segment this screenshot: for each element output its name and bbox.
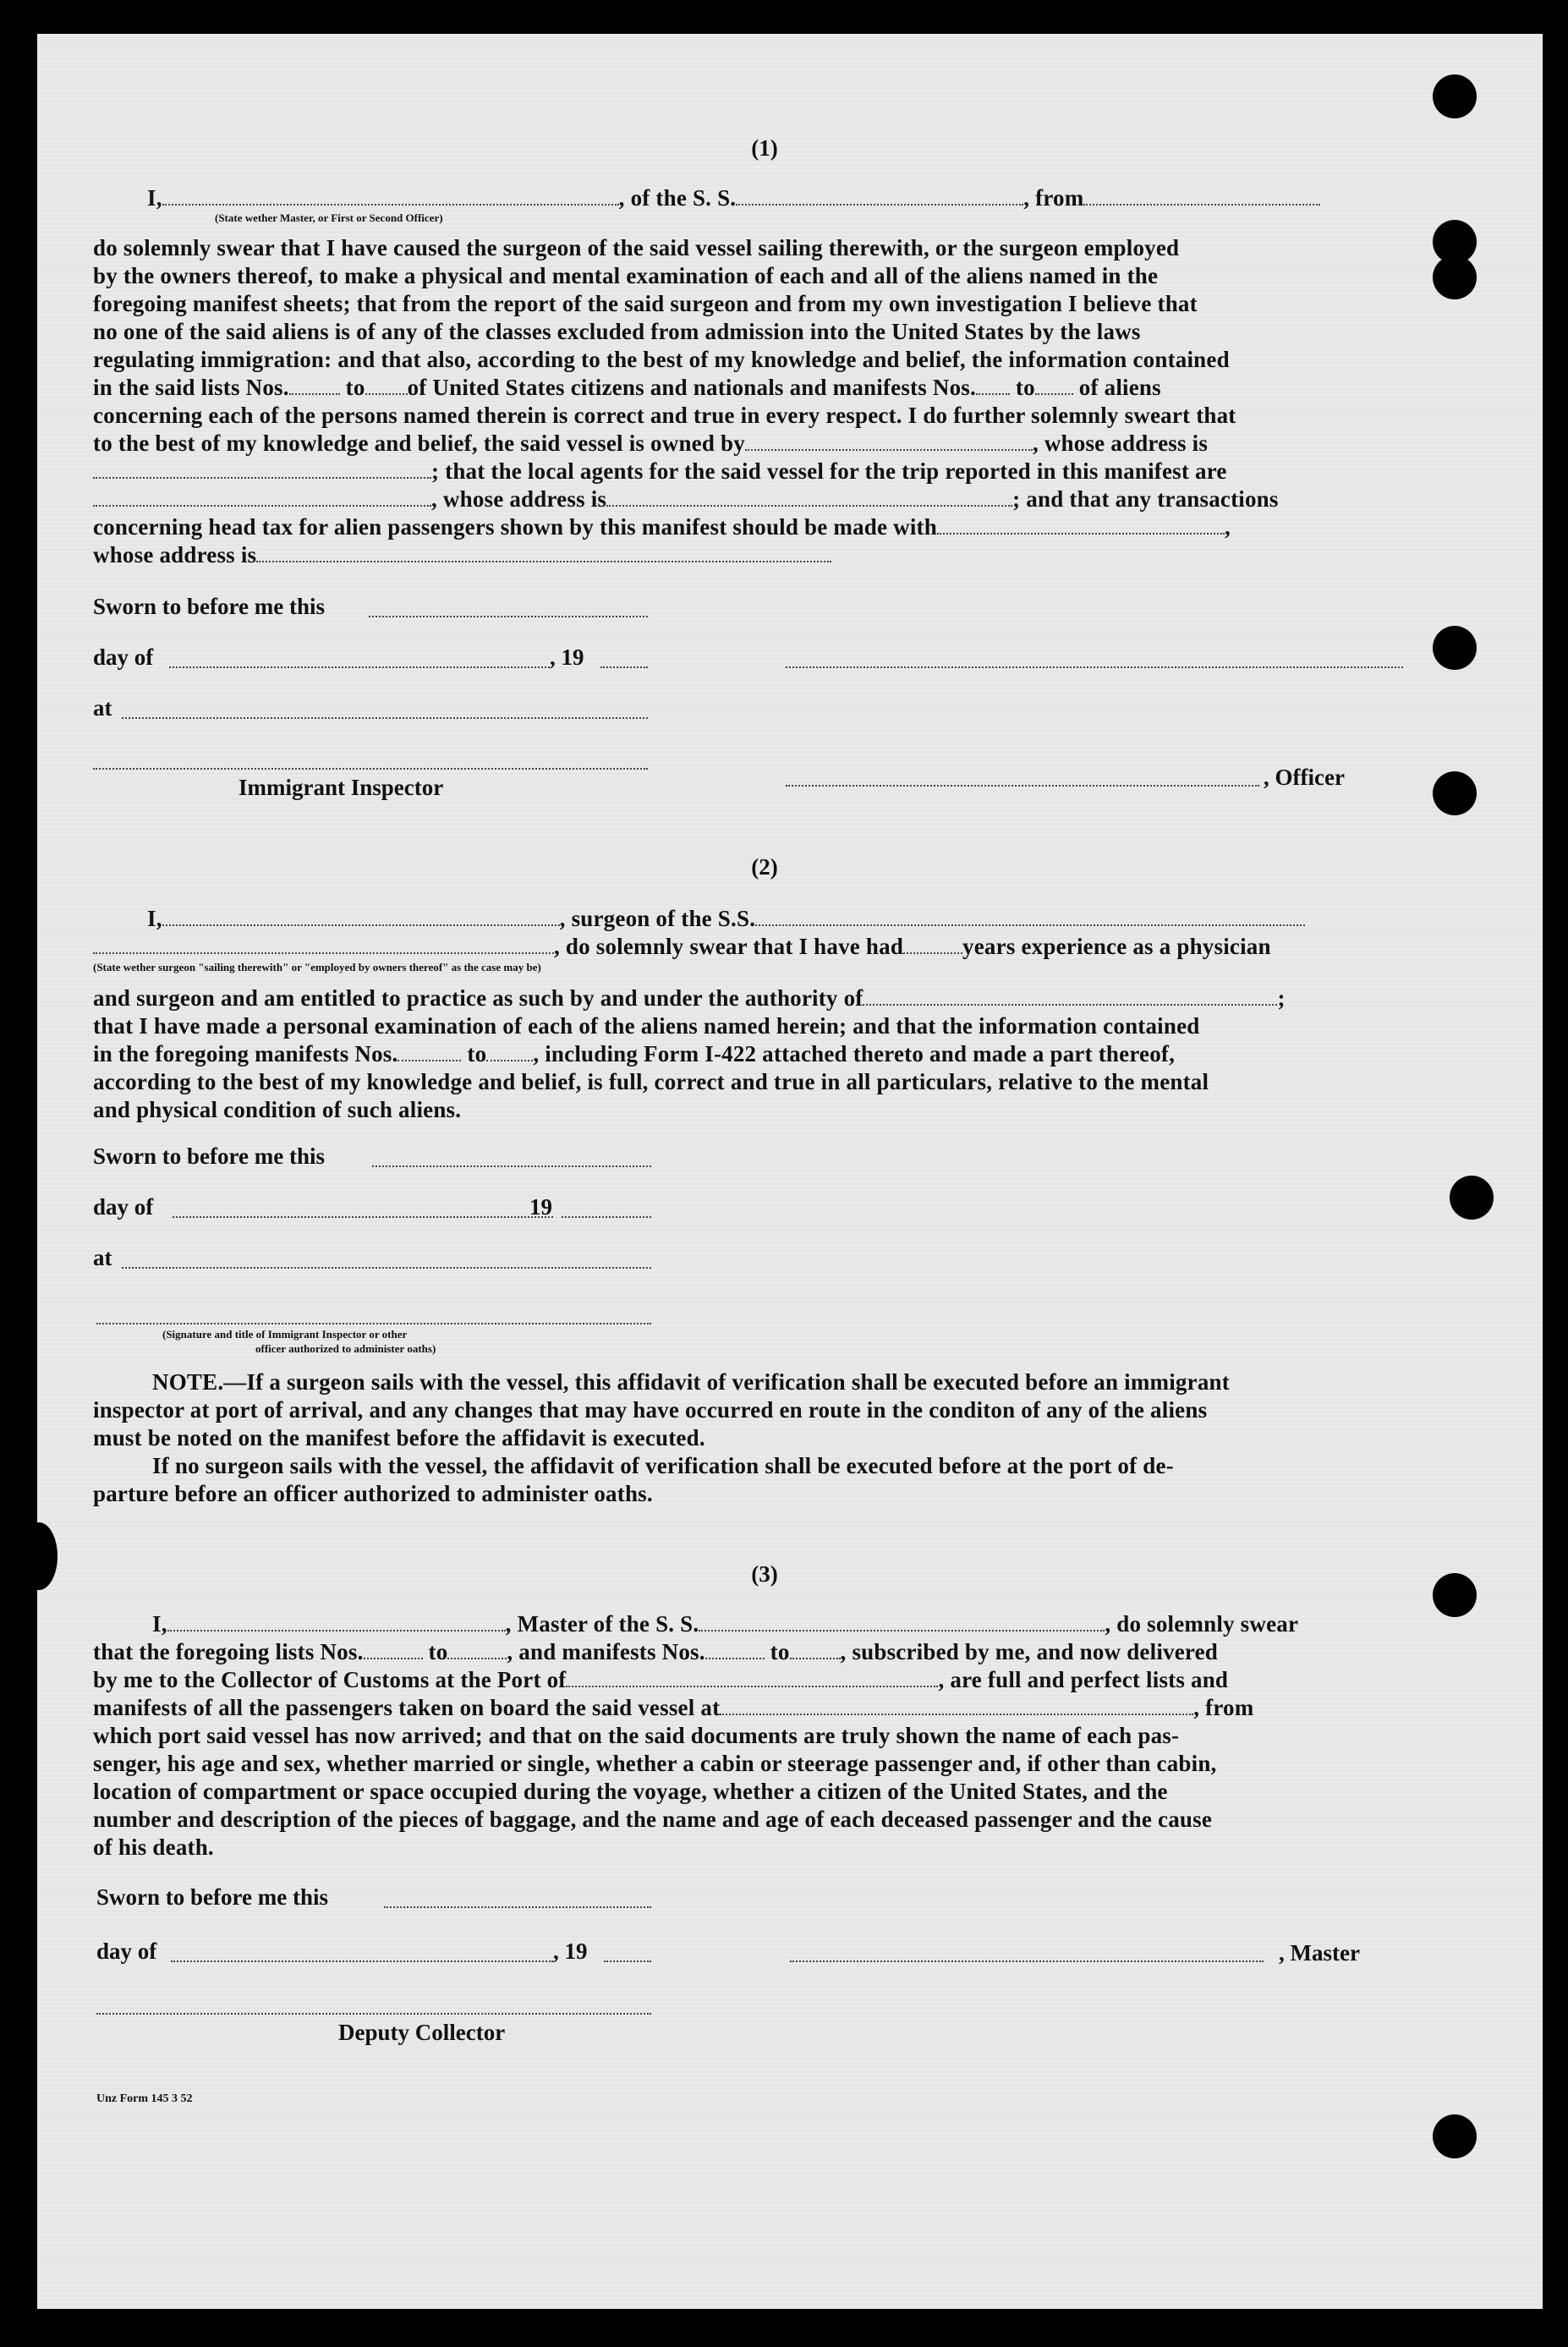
s1-inspector-label: Immigrant Inspector — [238, 775, 444, 800]
s3-master-label: , Master — [1279, 1940, 1360, 1966]
s3-line-4: manifests of all the passengers taken on board the said vessel at , from — [93, 1695, 1254, 1720]
s3-line-3: by me to the Collector of Customs at the Port of , are full and perfect lists and — [93, 1667, 1229, 1692]
s1-line-1: I, , of the S. S. , from — [147, 184, 1475, 212]
form-number: Unz Form 145 3 52 — [96, 2092, 193, 2105]
s3-day-field[interactable] — [171, 1959, 553, 1962]
s1-at-label: at — [93, 695, 112, 721]
s2-at-field[interactable] — [122, 1265, 651, 1269]
s2-para-1: and surgeon and am entitled to practice as such by and under the authority of ; — [93, 985, 1286, 1011]
s2-note-5: parture before an officer authorized to administer oaths. — [93, 1481, 653, 1506]
s2-dayof-label: day of — [93, 1194, 154, 1220]
punch-hole — [1433, 74, 1477, 118]
punch-hole — [1433, 2114, 1477, 2158]
s1-day-field[interactable] — [169, 665, 550, 668]
s2-para-3: in the foregoing manifests Nos. to , including Form I-422 attached thereto and made a part thereof, — [93, 1041, 1176, 1067]
s1-para-4: no one of the said aliens is of any of the classes excluded from admission into the United States by the laws — [93, 319, 1141, 344]
s1-para-6: in the said lists Nos. to of United States citizens and nationals and manifests Nos. to of aliens — [93, 375, 1161, 400]
form-page — [37, 34, 1543, 2309]
s1-para-12: whose address is — [93, 541, 1421, 569]
s1-inspector-signature-field[interactable] — [93, 766, 648, 770]
punch-hole — [1433, 771, 1477, 815]
section-1-heading: (1) — [751, 135, 778, 161]
s1-officer-name-field[interactable] — [786, 783, 1259, 787]
s2-sworn-field[interactable] — [372, 1164, 651, 1167]
s3-line-8: number and description of the pieces of baggage, and the name and age of each deceased passenger and the cause — [93, 1807, 1213, 1832]
s3-deputy-label: Deputy Collector — [338, 2020, 506, 2045]
s1-officer-hint: (State wether Master, or First or Second Officer) — [215, 211, 443, 224]
s2-day-field[interactable] — [173, 1215, 553, 1218]
s1-para-5: regulating immigration: and that also, according to the best of my knowledge and belief, the information contained — [93, 347, 1230, 372]
s3-deputy-signature-field[interactable] — [96, 2011, 651, 2015]
s1-officer-label: , Officer — [1264, 765, 1345, 790]
s1-para-3: foregoing manifest sheets; that from the report of the said surgeon and from my own investigation I believe that — [93, 291, 1198, 316]
s2-note-2: inspector at port of arrival, and any changes that may have occurred en route in the conditon of any of the aliens — [93, 1397, 1208, 1423]
s2-note-3: must be noted on the manifest before the affidavit is executed. — [93, 1425, 705, 1450]
s1-at-field[interactable] — [122, 716, 648, 719]
s1-para-1: do solemnly swear that I have caused the surgeon of the said vessel sailing therewith, or the surgeon employed — [93, 235, 1180, 260]
s1-para-9: ; that the local agents for the said vessel for the trip reported in this manifest are — [93, 458, 1421, 485]
s3-line-2: that the foregoing lists Nos. to , and manifests Nos. to , subscribed by me, and now delivered — [93, 1639, 1218, 1664]
s3-line-9: of his death. — [93, 1834, 214, 1860]
s3-year-label: , 19 — [553, 1938, 588, 1964]
section-2-heading: (2) — [751, 854, 778, 880]
s2-note-4: If no surgeon sails with the vessel, the affidavit of verification shall be executed before at the port of de- — [152, 1453, 1174, 1478]
s3-year-field[interactable] — [604, 1959, 651, 1962]
punch-hole — [1433, 255, 1477, 299]
s2-para-5: and physical condition of such aliens. — [93, 1097, 462, 1122]
s2-line-2: , do solemnly swear that I have had years experience as a physician — [93, 933, 1421, 961]
punch-hole — [1433, 626, 1477, 670]
punch-hole — [1450, 1176, 1494, 1220]
s1-year-field[interactable] — [600, 665, 648, 668]
s2-year-label: 19 — [529, 1194, 552, 1220]
s3-line-7: location of compartment or space occupied during the voyage, whether a citizen of the United States, and the — [93, 1779, 1168, 1804]
s3-sworn-field[interactable] — [384, 1905, 651, 1908]
section-3-heading: (3) — [751, 1561, 778, 1587]
s2-signature-hint-1: (Signature and title of Immigrant Inspector or other — [162, 1328, 408, 1341]
s2-at-label: at — [93, 1245, 112, 1270]
s3-line-5: which port said vessel has now arrived; and that on the said documents are truly shown the name of each pas- — [93, 1723, 1180, 1748]
s1-para-8: to the best of my knowledge and belief, the said vessel is owned by , whose address is — [93, 430, 1209, 456]
s3-line-1: I, , Master of the S. S. , do solemnly swear — [152, 1611, 1299, 1637]
s1-dayof-label: day of — [93, 644, 154, 670]
s3-sworn-label: Sworn to before me this — [96, 1884, 328, 1910]
s1-para-11: concerning head tax for alien passengers shown by this manifest should be made with , — [93, 514, 1231, 540]
s1-sworn-label: Sworn to before me this — [93, 594, 325, 619]
s1-sworn-field[interactable] — [369, 614, 648, 617]
s2-signature-hint-2: officer authorized to administer oaths) — [255, 1342, 436, 1355]
s2-sworn-label: Sworn to before me this — [93, 1143, 325, 1169]
s2-surgeon-hint: (State wether surgeon "sailing therewith" or "employed by owners thereof" as the case may be) — [93, 961, 541, 973]
s1-year-label: , 19 — [550, 644, 584, 670]
s2-para-4: according to the best of my knowledge and belief, is full, correct and true in all particulars, relative to the mental — [93, 1069, 1209, 1094]
s3-dayof-label: day of — [96, 1938, 157, 1964]
s2-year-field[interactable] — [562, 1215, 651, 1218]
s1-officer-signature-field[interactable] — [786, 665, 1403, 668]
s3-master-signature-field[interactable] — [790, 1959, 1264, 1962]
s2-line-1: I, , surgeon of the S.S. — [147, 905, 1475, 933]
s3-line-6: senger, his age and sex, whether married or single, whether a cabin or steerage passenger and, if other than cabin, — [93, 1751, 1217, 1776]
s1-para-10: , whose address is ; and that any transactions — [93, 485, 1421, 513]
s2-signature-field[interactable] — [96, 1321, 651, 1324]
s2-para-2: that I have made a personal examination of each of the aliens named herein; and that the information contained — [93, 1013, 1200, 1039]
s1-para-2: by the owners thereof, to make a physical and mental examination of each and all of the aliens named in the — [93, 263, 1159, 288]
s2-note-1: NOTE.—If a surgeon sails with the vessel, this affidavit of verification shall be executed before an immigrant — [152, 1369, 1230, 1395]
s1-para-7: concerning each of the persons named therein is correct and true in every respect. I do further solemnly sweart that — [93, 403, 1236, 428]
